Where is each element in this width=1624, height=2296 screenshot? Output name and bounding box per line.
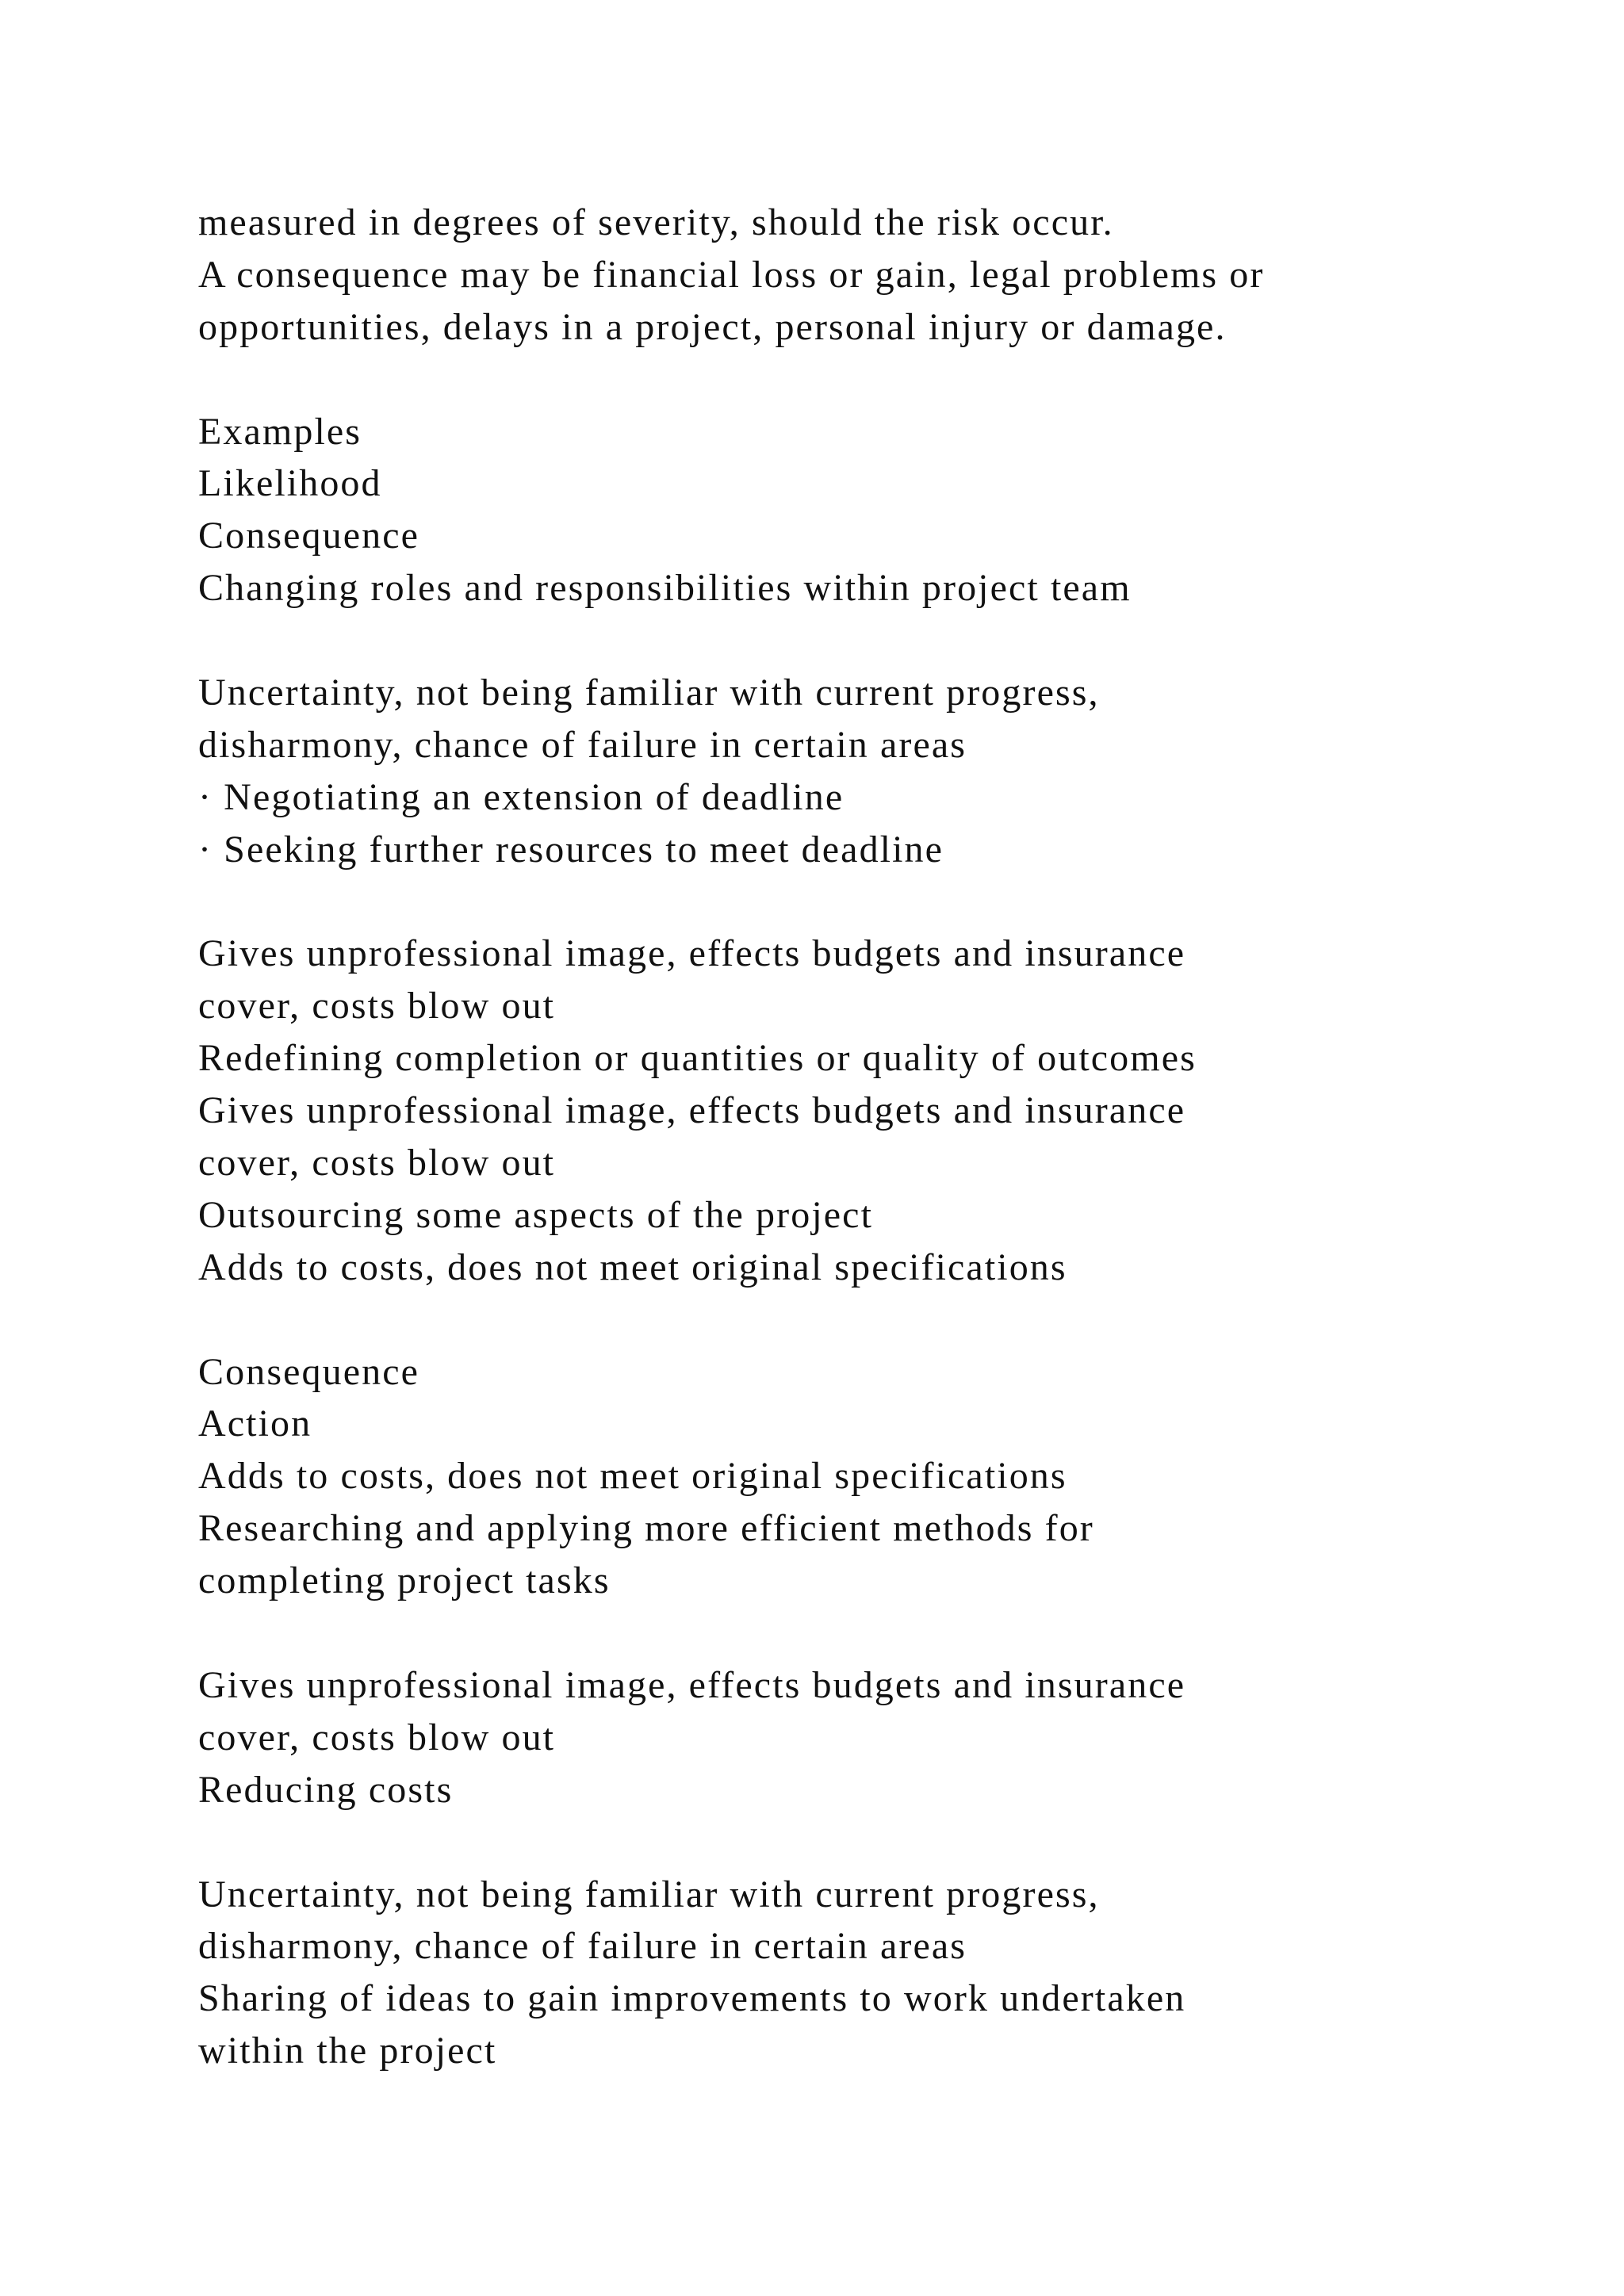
text-line: Reducing costs (198, 1768, 454, 1811)
text-line: Examples (198, 410, 362, 453)
text-line: Sharing of ideas to gain improvements to work undertaken (198, 1977, 1186, 2020)
text-line: cover, costs blow out (198, 985, 556, 1027)
text-line: completing project tasks (198, 1559, 611, 1602)
text-line: Uncertainty, not being familiar with current progress, (198, 1873, 1100, 1915)
blank-line (198, 614, 1546, 667)
text-line: Consequence (198, 1350, 420, 1393)
text-line: Outsourcing some aspects of the project (198, 1193, 874, 1236)
blank-line (198, 1294, 1546, 1346)
text-line: Researching and applying more efficient methods for (198, 1507, 1094, 1550)
blank-line (198, 1607, 1546, 1659)
text-line: Uncertainty, not being familiar with current progress, (198, 672, 1100, 714)
text-line: disharmony, chance of failure in certain areas (198, 1925, 967, 1968)
blank-line (198, 1816, 1546, 1869)
text-line: Gives unprofessional image, effects budgets and insurance (198, 1663, 1186, 1706)
text-line: Adds to costs, does not meet original specifications (198, 1246, 1067, 1288)
text-line: Changing roles and responsibilities within project team (198, 567, 1132, 610)
text-line: disharmony, chance of failure in certain areas (198, 723, 967, 766)
text-line: Redefining completion or quantities or quality of outcomes (198, 1037, 1197, 1080)
text-line: Gives unprofessional image, effects budgets and insurance (198, 1089, 1186, 1132)
text-line: measured in degrees of severity, should the risk occur. (198, 201, 1114, 243)
text-line: Consequence (198, 515, 420, 557)
text-line: A consequence may be financial loss or gain, legal problems or (198, 253, 1265, 296)
document-body (198, 197, 1546, 2077)
text-line: Gives unprofessional image, effects budgets and insurance (198, 932, 1186, 975)
text-line: within the project (198, 2030, 497, 2072)
text-line: cover, costs blow out (198, 1142, 556, 1184)
bullet-item: · Negotiating an extension of deadline (198, 775, 845, 818)
blank-line (198, 876, 1546, 928)
bullet-item: · Seeking further resources to meet deadline (198, 828, 944, 871)
text-line: Adds to costs, does not meet original specifications (198, 1455, 1067, 1498)
text-line: opportunities, delays in a project, personal injury or damage. (198, 305, 1227, 348)
blank-line (198, 354, 1546, 406)
text-line: Likelihood (198, 462, 382, 505)
text-line: cover, costs blow out (198, 1716, 556, 1758)
text-line: Action (198, 1402, 312, 1445)
